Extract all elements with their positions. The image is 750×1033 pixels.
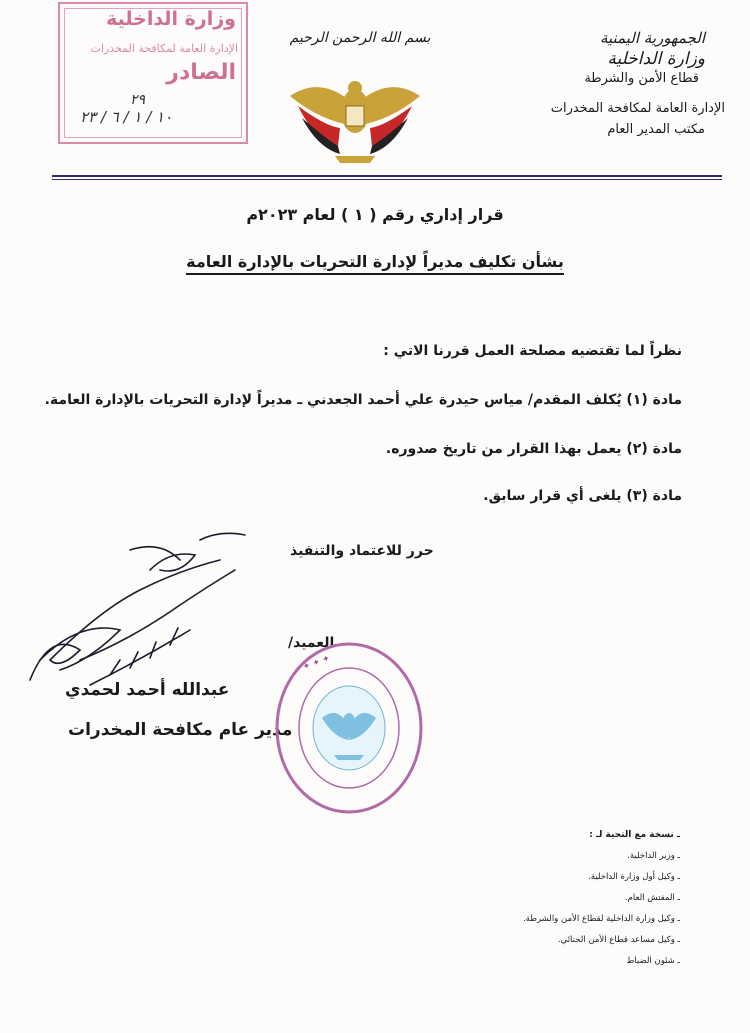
stamp-number: ٢٩: [130, 92, 146, 108]
stamp-date: ١٠ / ١ / ٦ / ٢٣: [80, 108, 173, 126]
republic-name: الجمهورية اليمنية: [599, 29, 705, 47]
cc-heading: ـ نسخة مع التحية لـ :: [589, 830, 680, 840]
decision-title: قرار إداري رقم ( ١ ) لعام ٢٠٢٣م: [246, 205, 504, 224]
stamp-department: الإدارة العامة لمكافحة المخدرات: [90, 42, 238, 55]
cc-item: ـ شئون الضباط: [626, 956, 680, 966]
cc-item: ـ المفتش العام.: [624, 893, 680, 903]
stamp-label: الصادر: [166, 60, 236, 85]
header-rule-thin: [52, 179, 722, 180]
article-2: مادة (٢) يعمل بهذا القرار من تاريخ صدوره.: [385, 441, 682, 457]
outgoing-stamp: [58, 2, 248, 144]
cc-item: ـ وكيل أول وزارة الداخلية.: [588, 872, 680, 882]
yemen-eagle-emblem-icon: [280, 66, 430, 166]
cc-list: [460, 830, 680, 972]
signer-rank: العميد/: [288, 635, 335, 651]
article-1: مادة (١) يُكلف المقدم/ مياس حيدرة علي أحمد الجعدني ـ مديراً لإدارة التحريات بالإدارة العامة.: [44, 392, 682, 408]
basmala: بسم الله الرحمن الرحيم: [289, 30, 431, 46]
letterhead: [475, 28, 725, 140]
stamp-ministry: وزارة الداخلية: [106, 8, 236, 30]
article-3: مادة (٣) يلغى أي قرار سابق.: [483, 488, 682, 504]
svg-text:✦ ✦ ✦: ✦ ✦ ✦: [301, 653, 332, 673]
handwritten-signature-icon: [20, 510, 270, 700]
signer-name: عبدالله أحمد لحمدي: [65, 680, 230, 700]
official-seal-icon: [274, 640, 424, 815]
sector-name: قطاع الأمن والشرطة: [584, 71, 699, 86]
office-name: مكتب المدير العام: [607, 122, 705, 137]
preamble: نظراً لما تقتضيه مصلحة العمل قررنا الاتي :: [383, 343, 682, 359]
signer-position: مدير عام مكافحة المخدرات: [68, 720, 293, 740]
cc-item: ـ وزير الداخلية.: [627, 851, 680, 861]
ministry-name: وزارة الداخلية: [607, 49, 705, 69]
decision-subject: بشأن تكليف مديراً لإدارة التحريات بالإدارة العامة: [0, 252, 750, 271]
header-rule: [52, 175, 722, 177]
department-name: الإدارة العامة لمكافحة المخدرات: [550, 101, 725, 116]
closing-line: حرر للاعتماد والتنفيذ: [290, 543, 434, 559]
cc-item: ـ وكيل مساعد قطاع الأمن الجنائي.: [557, 935, 680, 945]
cc-item: ـ وكيل وزارة الداخلية لقطاع الأمن والشرطة.: [522, 914, 680, 924]
